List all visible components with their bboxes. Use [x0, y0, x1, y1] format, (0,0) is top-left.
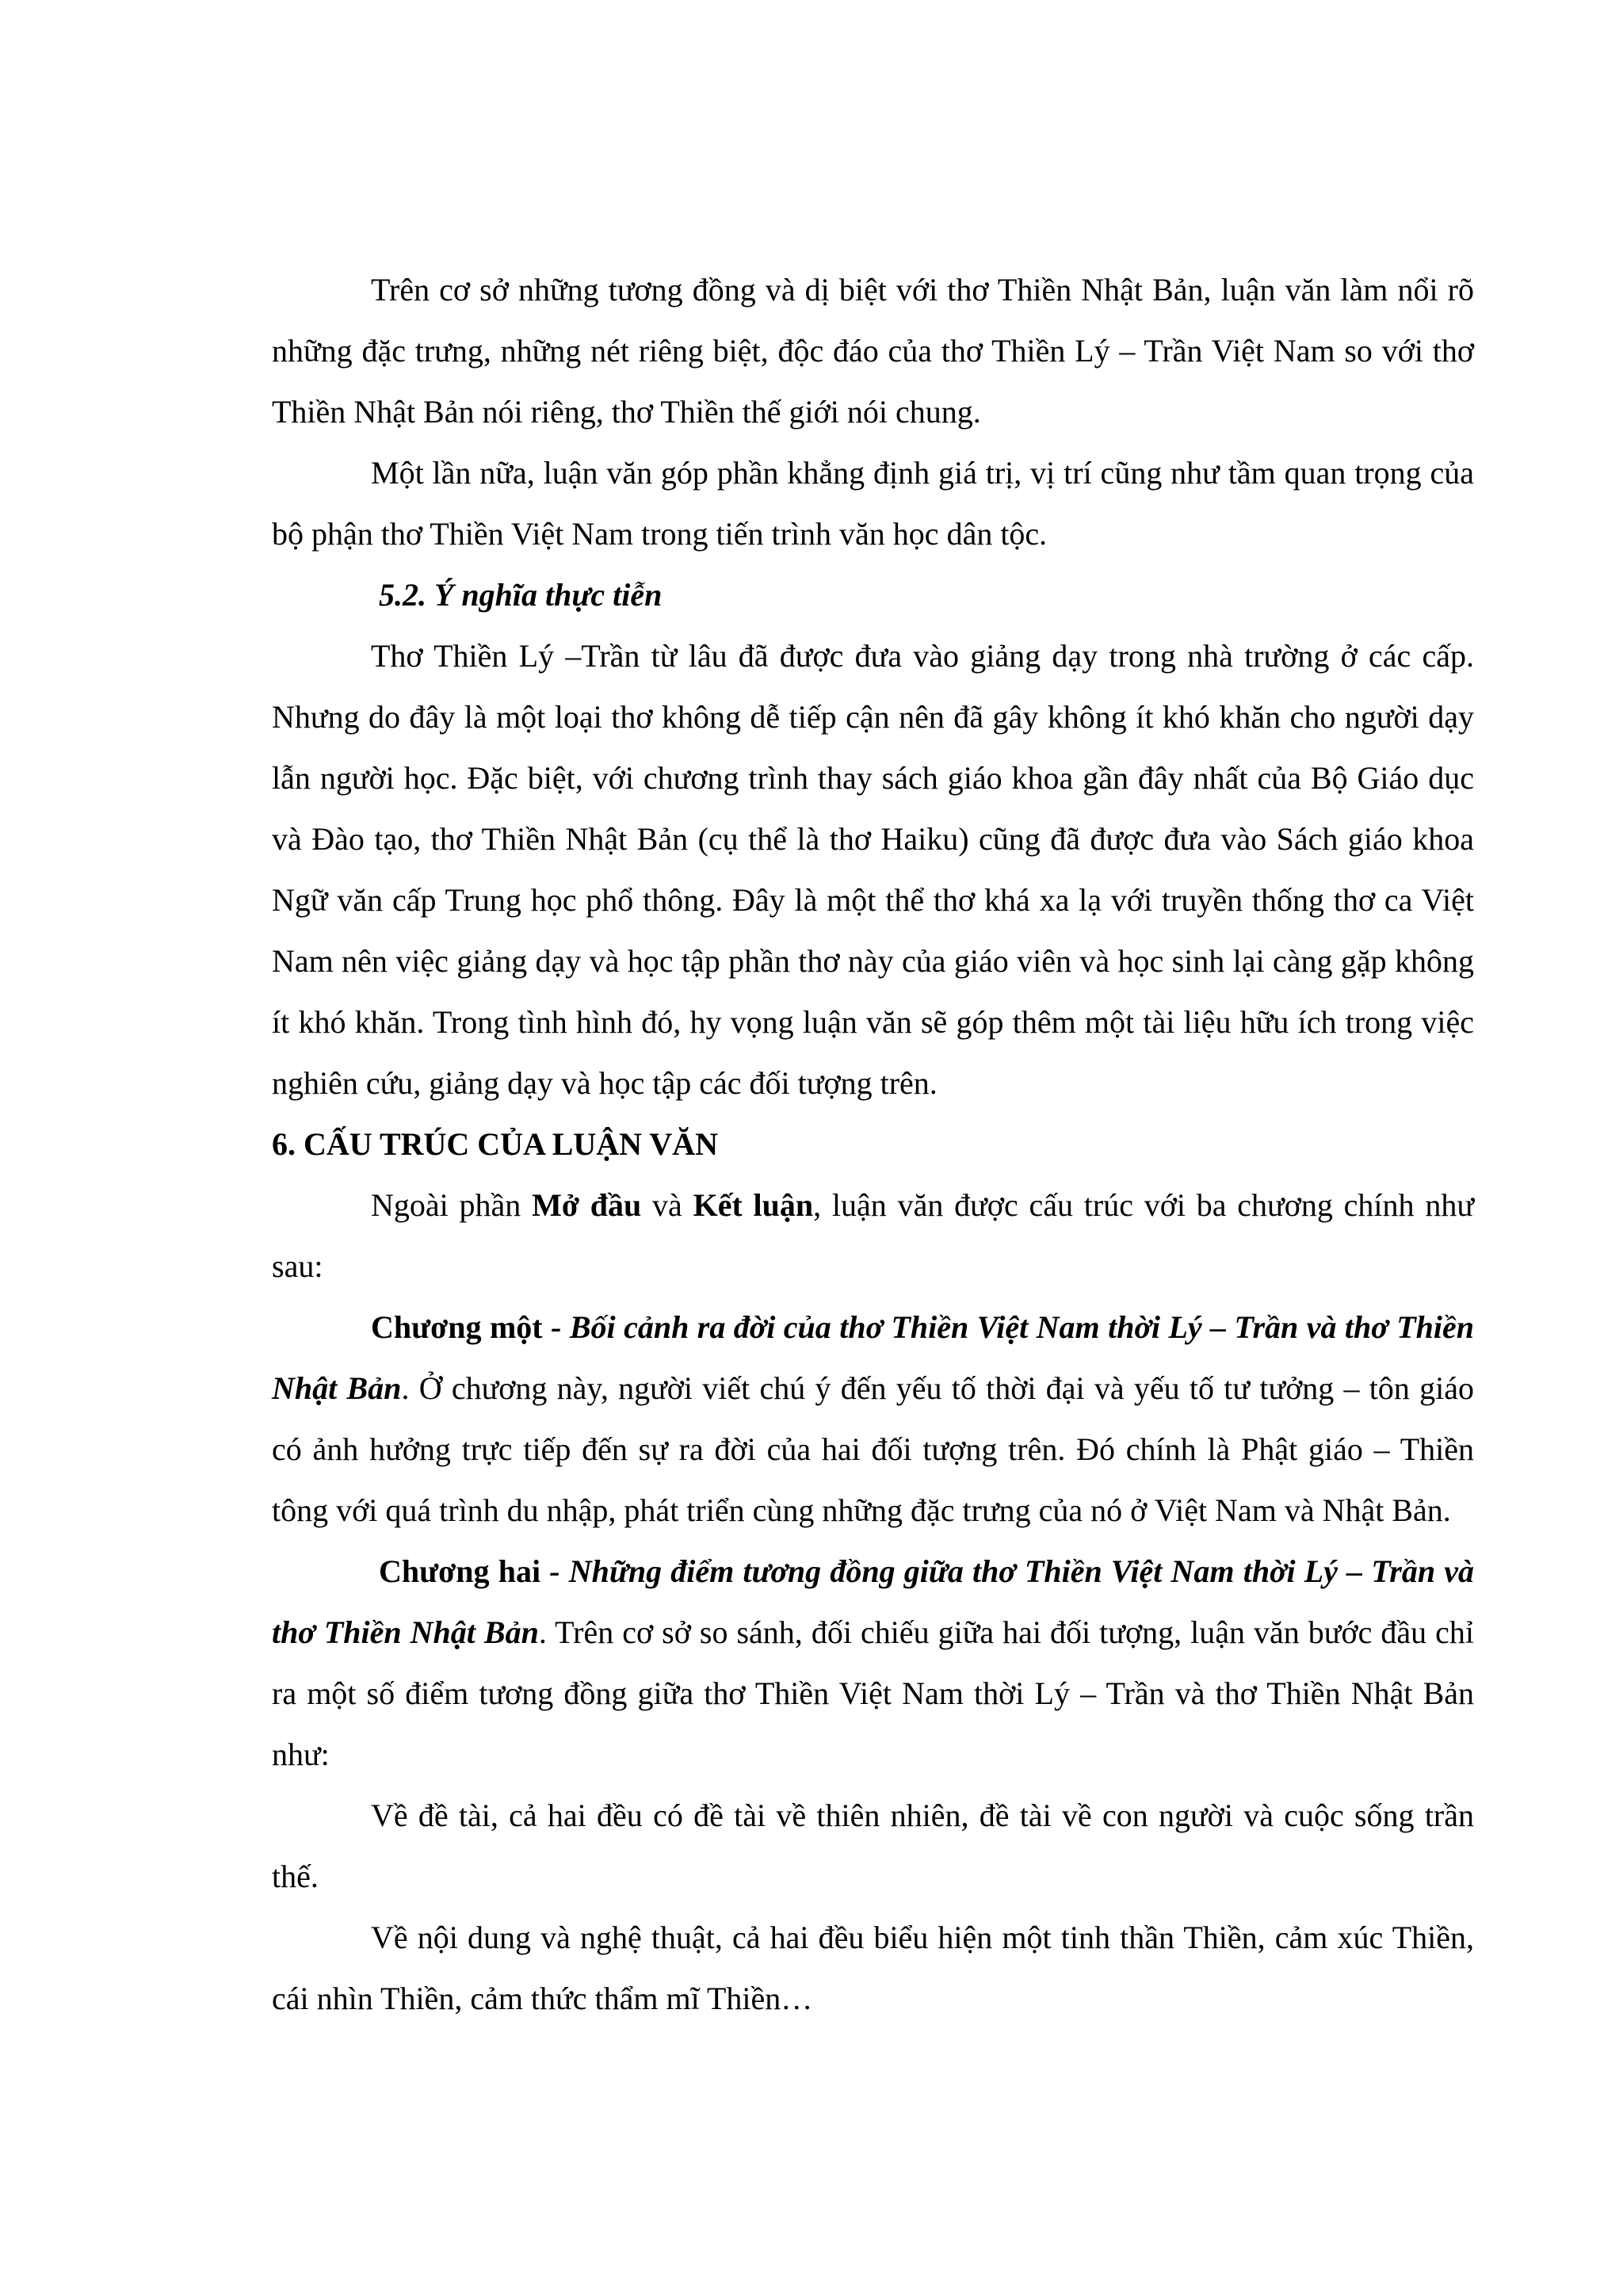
chapter-two-label: Chương hai [379, 1553, 541, 1589]
paragraph-1: Trên cơ sở những tương đồng và dị biệt với thơ Thiền Nhật Bản, luận văn làm nổi rõ những đặc trưng, những nét riêng biệt, độc đáo của thơ Thiền Lý – Trần Việt Nam so với thơ Thiền Nhật Bản nói riêng, thơ Thiền thế giới nói chung. [272, 272, 1474, 430]
paragraph-4-text-3: , luận văn được cấu trúc với ba chương chính như sau: [272, 1187, 1474, 1284]
chapter-one-label: Chương một [371, 1309, 543, 1345]
chapter-two-text: . Trên cơ sở so sánh, đối chiếu giữa hai đối tượng, luận văn bước đầu chỉ ra một số điểm tương đồng giữa thơ Thiền Việt Nam thời Lý – Trần và thơ Thiền Nhật Bản như: [272, 1614, 1474, 1772]
paragraph-4 [272, 1175, 1474, 1297]
paragraph-8: Về nội dung và nghệ thuật, cả hai đều biểu hiện một tinh thần Thiền, cảm xúc Thiền, cái nhìn Thiền, cảm thức thẩm mĩ Thiền… [272, 1920, 1474, 2016]
chapter-two-title: Những điểm tương đồng giữa thơ Thiền Việt Nam thời Lý – Trần và thơ Thiền Nhật Bản [272, 1553, 1474, 1650]
paragraph-4-text-2: và [641, 1187, 693, 1223]
chapter-two-dash: - [540, 1553, 569, 1589]
chapter-one-text: . Ở chương này, người viết chú ý đến yếu tố thời đại và yếu tố tư tưởng – tôn giáo có ảnh hưởng trực tiếp đến sự ra đời của hai đối tượng trên. Đó chính là Phật giáo – Thiền tông với quá trình du nhập, phát triển cùng những đặc trưng của nó ở Việt Nam và Nhật Bản. [272, 1370, 1475, 1528]
section-heading-6: 6. CẤU TRÚC CỦA LUẬN VĂN [272, 1126, 719, 1162]
paragraph-2: Một lần nữa, luận văn góp phần khẳng định giá trị, vị trí cũng như tầm quan trọng của bộ phận thơ Thiền Việt Nam trong tiến trình văn học dân tộc. [272, 455, 1474, 552]
paragraph-3: Thơ Thiền Lý –Trần từ lâu đã được đưa vào giảng dạy trong nhà trường ở các cấp. Nhưng do đây là một loại thơ không dễ tiếp cận nên đã gây không ít khó khăn cho người dạy lẫn người học. Đặc biệt, với chương trình thay sách giáo khoa gần đây nhất của Bộ Giáo dục và Đào tạo, thơ Thiền Nhật Bản (cụ thể là thơ Haiku) cũng đã được đưa vào Sách giáo khoa Ngữ văn cấp Trung học phổ thông. Đây là một thể thơ khá xa lạ với truyền thống thơ ca Việt Nam nên việc giảng dạy và học tập phần thơ này của giáo viên và học sinh lại càng gặp không ít khó khăn. Trong tình hình đó, hy vọng luận văn sẽ góp thêm một tài liệu hữu ích trong việc nghiên cứu, giảng dạy và học tập các đối tượng trên. [272, 638, 1474, 1101]
document-body [272, 259, 1474, 2029]
chapter-one-title: - Bối cảnh ra đời của thơ Thiền Việt Nam thời Lý – Trần và thơ Thiền Nhật Bản [272, 1309, 1474, 1406]
paragraph-7: Về đề tài, cả hai đều có đề tài về thiên nhiên, đề tài về con người và cuộc sống trần thế. [272, 1797, 1474, 1894]
paragraph-4-bold-1: Mở đầu [532, 1187, 642, 1223]
paragraph-6-chapter-two [272, 1541, 1474, 1785]
section-heading-5-2: 5.2. Ý nghĩa thực tiễn [379, 577, 663, 613]
paragraph-4-bold-2: Kết luận [693, 1187, 814, 1223]
paragraph-4-text-1: Ngoài phần [371, 1187, 533, 1223]
paragraph-5-chapter-one [272, 1297, 1474, 1541]
